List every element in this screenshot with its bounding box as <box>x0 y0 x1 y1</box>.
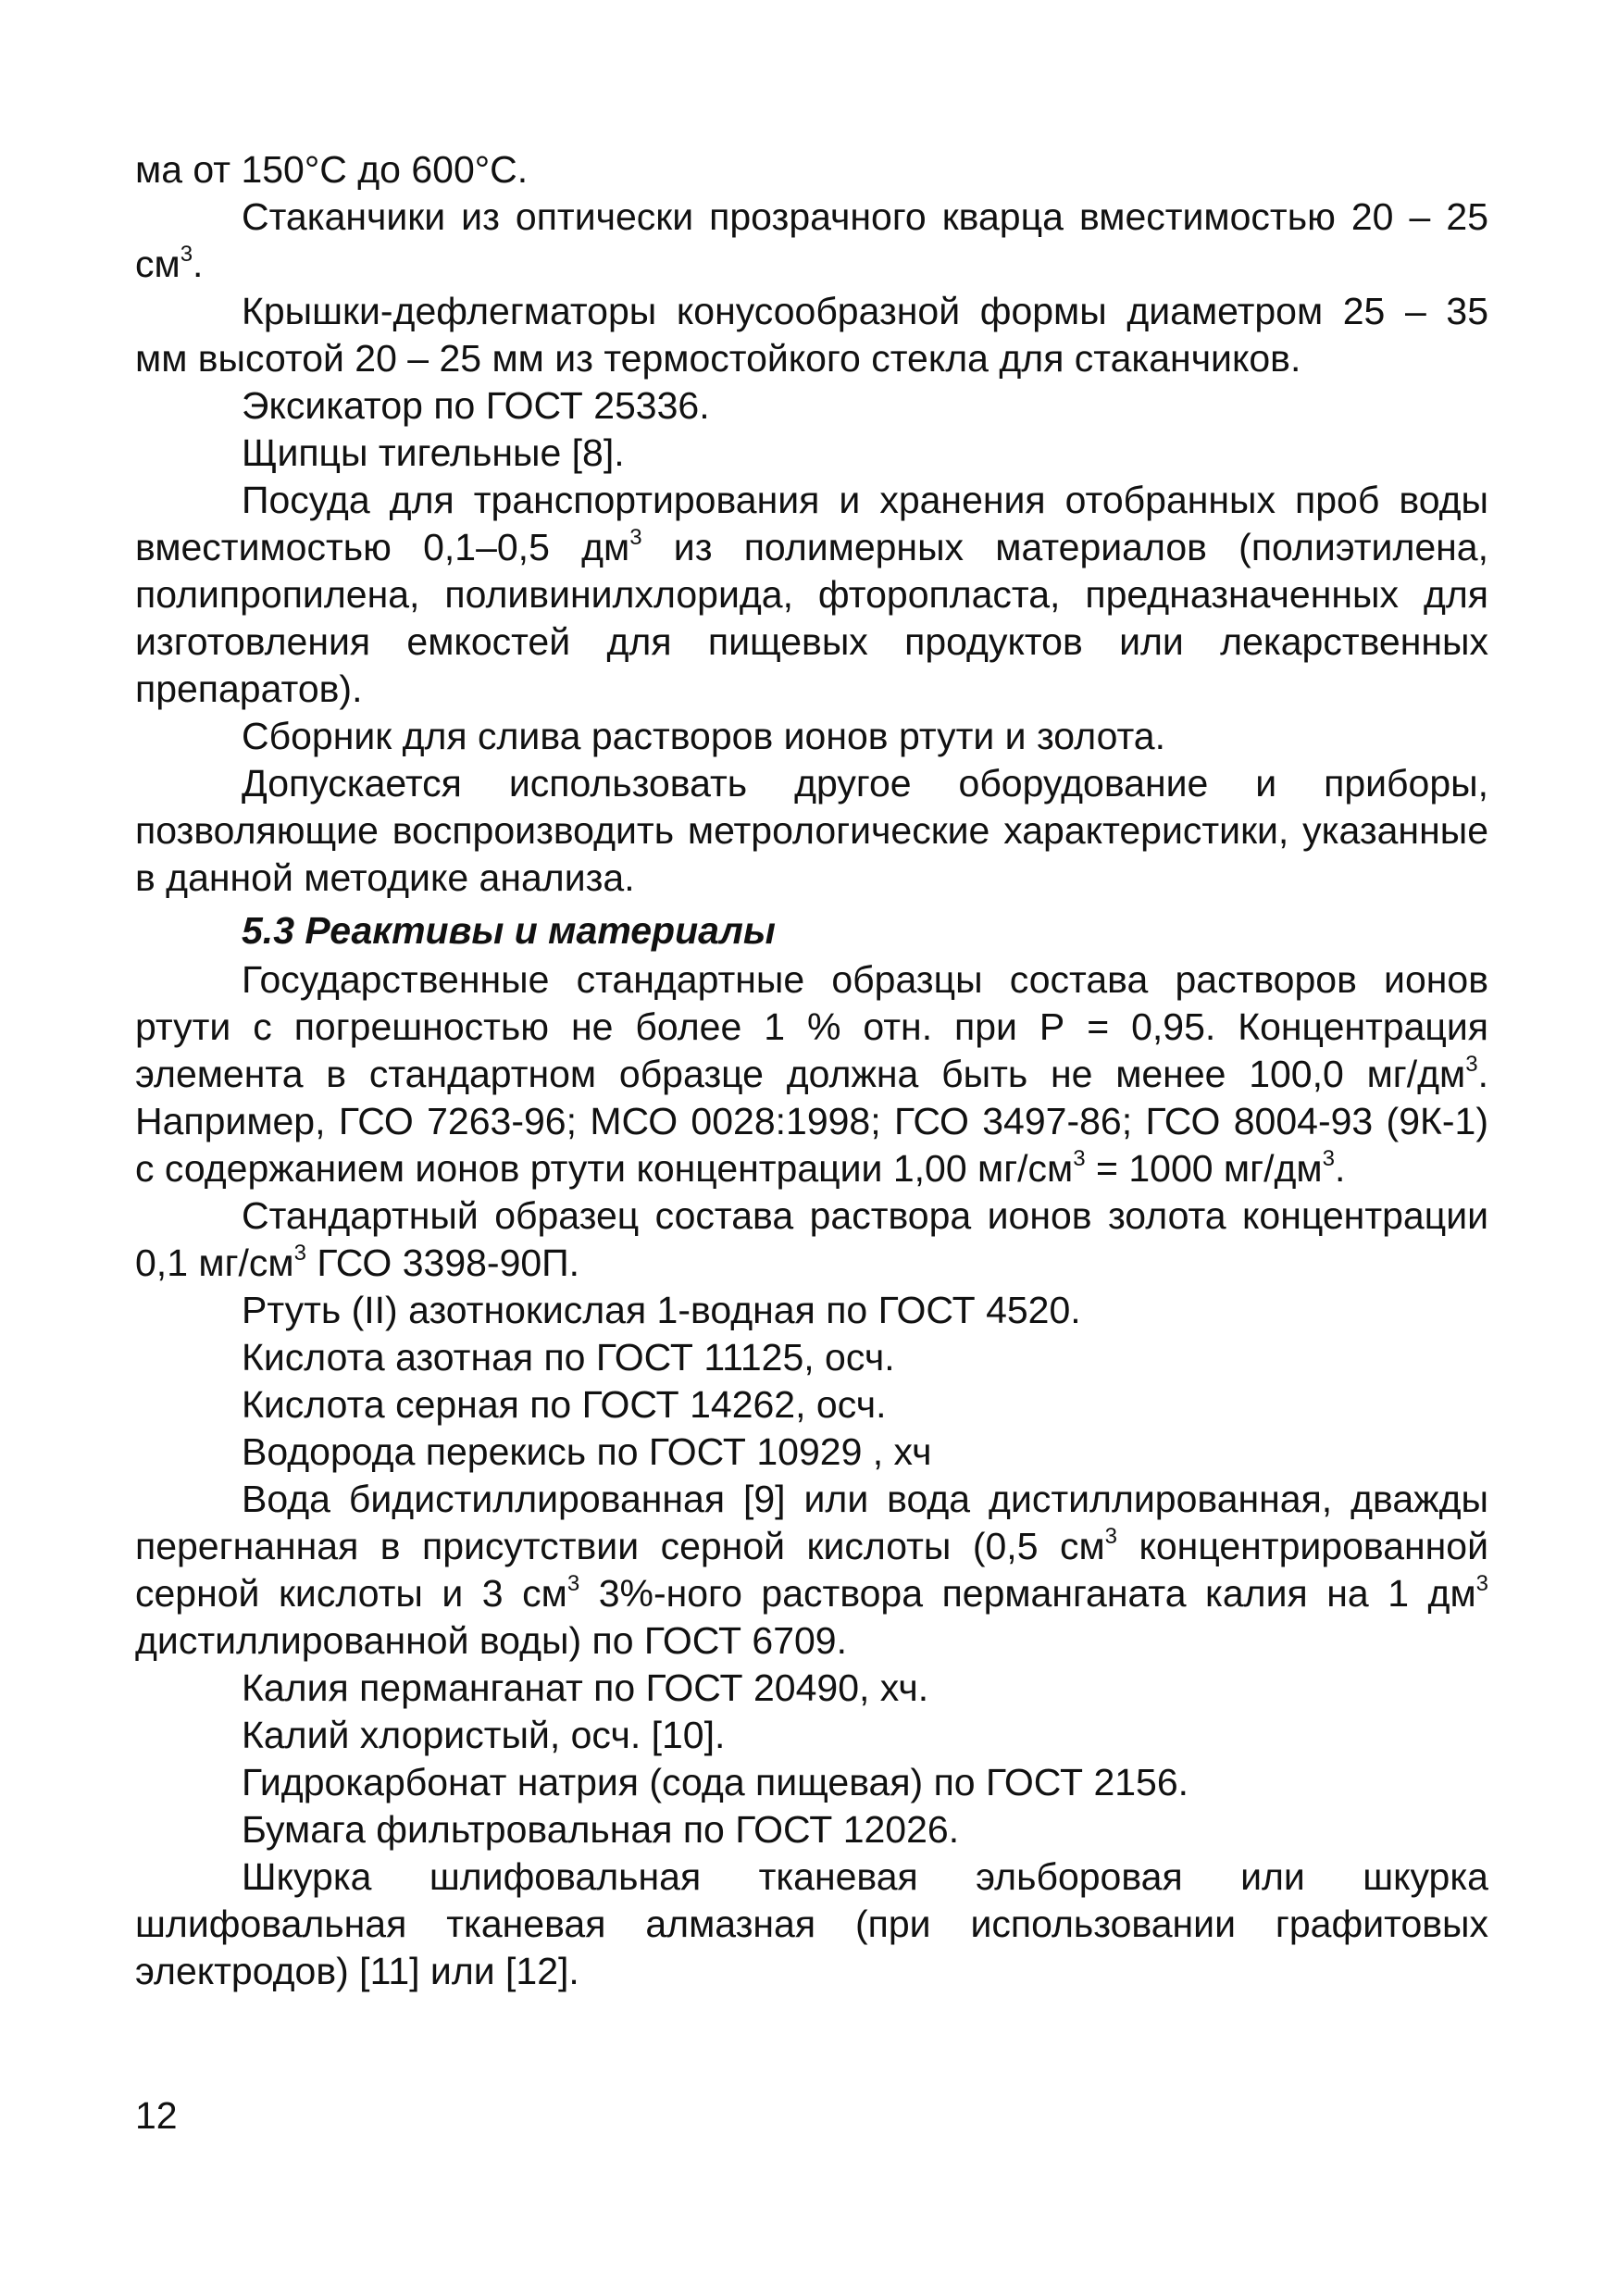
paragraph-sodium-bicarbonate: Гидрокарбонат натрия (сода пищевая) по ГОСТ 2156. <box>242 1761 1189 1803</box>
paragraph-quartz-cups: Стаканчики из оптически прозрачного кварца вместимостью 20 – 25 $см^3$. <box>135 195 1488 285</box>
paragraph-hydrogen-peroxide: Водорода перекись по ГОСТ 10929 , хч <box>242 1430 932 1473</box>
paragraph-abrasive-cloth: Шкурка шлифовальная тканевая эльборовая или шкурка шлифовальная тканевая алмазная (при использовании графитовых электродов) [11] или [12]. <box>135 1855 1488 1992</box>
paragraph-potassium-permanganate: Калия перманганат по ГОСТ 20490, хч. <box>242 1666 929 1709</box>
paragraph-bidistilled-water: Вода бидистиллированная [9] или вода дистиллированная, дважды перегнанная в присутствии серной кислоты (0,5 $см^3$ концентрированной серной кислоты и 3 $см^3$ 3%-ного раствора перманганата калия на 1 $дм^3$ дистиллированной воды) по ГОСТ 6709. <box>135 1478 1488 1662</box>
paragraph-desiccator: Эксикатор по ГОСТ 25336. <box>242 384 710 427</box>
paragraph-tongs: Щипцы тигельные [8]. <box>242 431 625 474</box>
paragraph-potassium-chloride: Калий хлористый, осч. [10]. <box>242 1714 726 1756</box>
paragraph-mercury-nitrate: Ртуть (II) азотнокислая 1-водная по ГОСТ 4520. <box>242 1289 1081 1331</box>
paragraph-waste-collector: Сборник для слива растворов ионов ртути и золота. <box>242 715 1165 757</box>
paragraph-dephlegmator-lids: Крышки-дефлегматоры конусообразной формы диаметром 25 – 35 мм высотой 20 – 25 мм из термостойкого стекла для стаканчиков. <box>135 290 1488 380</box>
paragraph-temperature-range: ма от 150°С до 600°С. <box>135 148 529 191</box>
paragraph-sulfuric-acid: Кислота серная по ГОСТ 14262, осч. <box>242 1383 887 1426</box>
paragraph-sample-containers: Посуда для транспортирования и хранения отобранных проб воды вместимостью 0,1–0,5 $дм^3$ из полимерных материалов (полиэтилена, полипропилена, поливинилхлорида, фторопласта, предназначенных для изготовления емкостей для пищевых продуктов или лекарственных препаратов). <box>135 479 1489 710</box>
paragraph-other-equipment: Допускается использовать другое оборудование и приборы, позволяющие воспроизводить метрологические характеристики, указанные в данной методике анализа. <box>135 762 1488 899</box>
paragraph-filter-paper: Бумага фильтровальная по ГОСТ 12026. <box>242 1808 960 1851</box>
paragraph-nitric-acid: Кислота азотная по ГОСТ 11125, осч. <box>242 1336 895 1379</box>
page-number: 12 <box>135 2094 178 2137</box>
paragraph-gold-standard: Стандартный образец состава раствора ионов золота концентрации 0,1 $мг/см^3$ ГСО 3398-90П. <box>135 1194 1488 1284</box>
paragraph-mercury-standards: Государственные стандартные образцы состава растворов ионов ртути с погрешностью не более 1 % отн. при Р = 0,95. Концентрация элемента в стандартном образце должна быть не менее 100,0 $мг/дм^3$. Например, ГСО 7263-96; МСО 0028:1998; ГСО 3497-86; ГСО 8004-93 (9К-1) с содержанием ионов ртути концентрации 1,00 $мг/см^3 = 1000$ $мг/дм^3$. <box>135 958 1488 1190</box>
document-body <box>135 146 1488 1995</box>
section-heading-reagents: 5.3 Реактивы и материалы <box>242 909 776 952</box>
